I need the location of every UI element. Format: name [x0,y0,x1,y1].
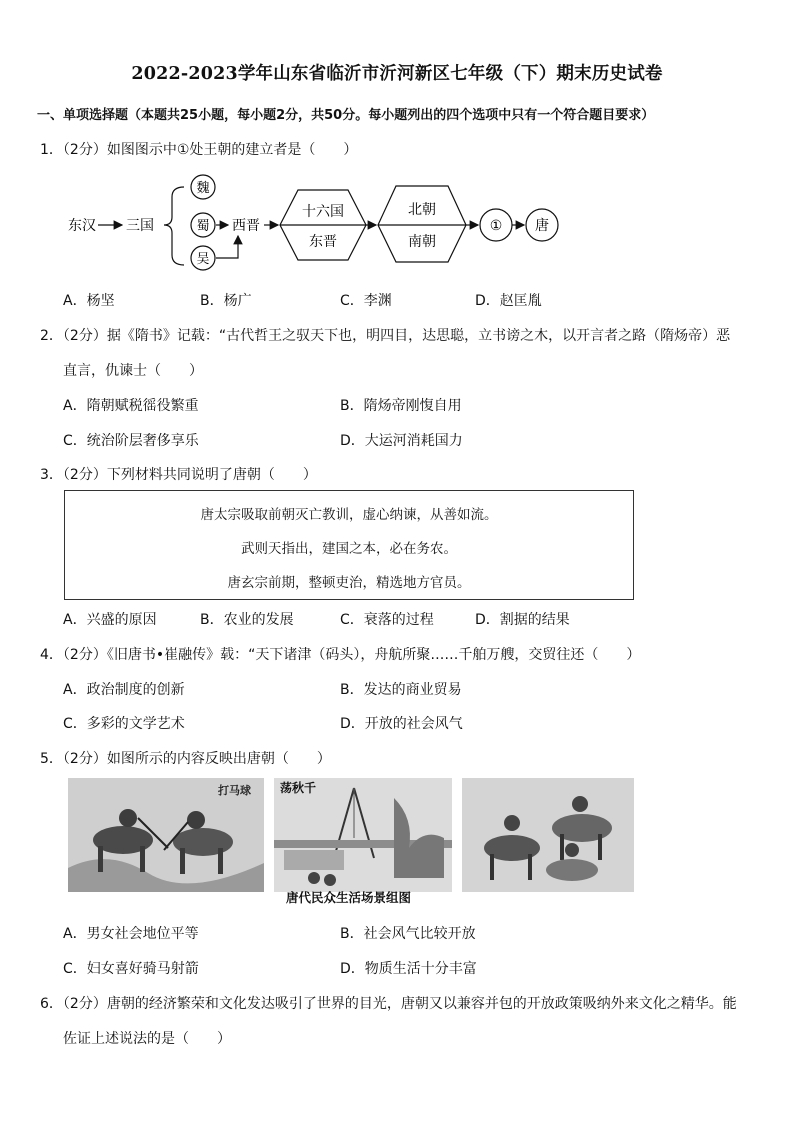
label-nanchao: 南朝 [408,234,436,250]
material-box [64,490,634,600]
label-shiliuguo: 十六国 [302,204,344,220]
q1-option-c[interactable]: C．李渊 [340,293,392,309]
question-3-stem: 3．（2分）下列材料共同说明了唐朝（ ） [40,467,317,483]
label-shu: 蜀 [196,219,210,234]
question-2-stem: 2．（2分）据《隋书》记载：“古代哲王之驭天下也，明四目，达思聪，立书谤之木，以开言者之路（隋炀帝）恶 [40,328,731,344]
swing-painting-image [274,778,452,892]
label-wei: 魏 [196,181,210,196]
q2-option-a[interactable]: A．隋朝赋税徭役繁重 [63,398,199,414]
question-6-stem-cont: 佐证上述说法的是（ ） [63,1031,231,1047]
label-dongjin: 东晋 [309,234,337,250]
q2-option-b[interactable]: B．隋炀帝刚愎自用 [340,398,462,414]
polo-painting-image [68,778,264,892]
exam-title: 2022-2023学年山东省临沂市沂河新区七年级（下）期末历史试卷 [131,64,663,84]
q5-option-a[interactable]: A．男女社会地位平等 [63,926,199,942]
material-line-3: 唐玄宗前期，整顿吏治，精选地方官员。 [227,575,471,591]
material-line-1: 唐太宗吸取前朝灭亡教训，虚心纳谏，从善如流。 [200,507,498,523]
material-line-2: 武则天指出，建国之本，必在务农。 [241,541,457,557]
hexagon-beichao-nanchao [378,186,466,262]
label-wu: 吴 [196,252,210,267]
q1-option-a[interactable]: A．杨坚 [63,293,115,309]
brace [164,187,184,265]
horse-riding-painting-image [462,778,634,892]
q3-option-a[interactable]: A．兴盛的原因 [63,612,157,628]
q3-option-d[interactable]: D．割据的结果 [475,612,570,628]
label-tang: 唐 [535,218,549,234]
section-heading: 一、单项选择题（本题共25小题，每小题2分，共50分。每小题列出的四个选项中只有一个符合题目要求） [37,108,655,123]
q5-option-d[interactable]: D．物质生活十分丰富 [340,961,477,977]
label-circle1: ① [489,218,503,234]
arrow-wu-xijin [216,236,238,258]
q1-option-d[interactable]: D．赵匡胤 [475,293,542,309]
photo-caption: 唐代民众生活场景组图 [286,890,412,905]
question-1-stem: 1．（2分）如图图示中①处王朝的建立者是（ ） [40,142,358,158]
tang-life-photo-group [68,778,634,892]
q3-option-c[interactable]: C．衰落的过程 [340,612,434,628]
question-4-stem: 4．（2分）《旧唐书•崔融传》载：“天下诸津（码头），舟航所聚……千舶万艘，交贸往还（ ） [40,647,641,663]
polo-label: 打马球 [218,784,251,797]
question-2-stem-cont: 直言，仇谏士（ ） [63,363,203,379]
question-5-stem: 5．（2分）如图所示的内容反映出唐朝（ ） [40,751,331,767]
q5-option-b[interactable]: B．社会风气比较开放 [340,926,476,942]
question-6-stem: 6．（2分）唐朝的经济繁荣和文化发达吸引了世界的目光，唐朝又以兼容并包的开放政策吸纳外来文化之精华。能 [40,996,737,1012]
q4-option-a[interactable]: A．政治制度的创新 [63,682,185,698]
label-sanguo: 三国 [126,218,154,234]
label-donghan: 东汉 [68,218,96,234]
q4-option-c[interactable]: C．多彩的文学艺术 [63,716,185,732]
q5-option-c[interactable]: C．妇女喜好骑马射箭 [63,961,199,977]
dynasty-flow-diagram [60,172,570,272]
q4-option-d[interactable]: D．开放的社会风气 [340,716,463,732]
label-xijin: 西晋 [232,218,260,234]
label-beichao: 北朝 [408,202,436,218]
q2-option-c[interactable]: C．统治阶层奢侈享乐 [63,433,199,449]
q3-option-b[interactable]: B．农业的发展 [200,612,294,628]
q2-option-d[interactable]: D．大运河消耗国力 [340,433,463,449]
q4-option-b[interactable]: B．发达的商业贸易 [340,682,462,698]
q1-option-b[interactable]: B．杨广 [200,293,252,309]
swing-label: 荡秋千 [280,781,317,795]
